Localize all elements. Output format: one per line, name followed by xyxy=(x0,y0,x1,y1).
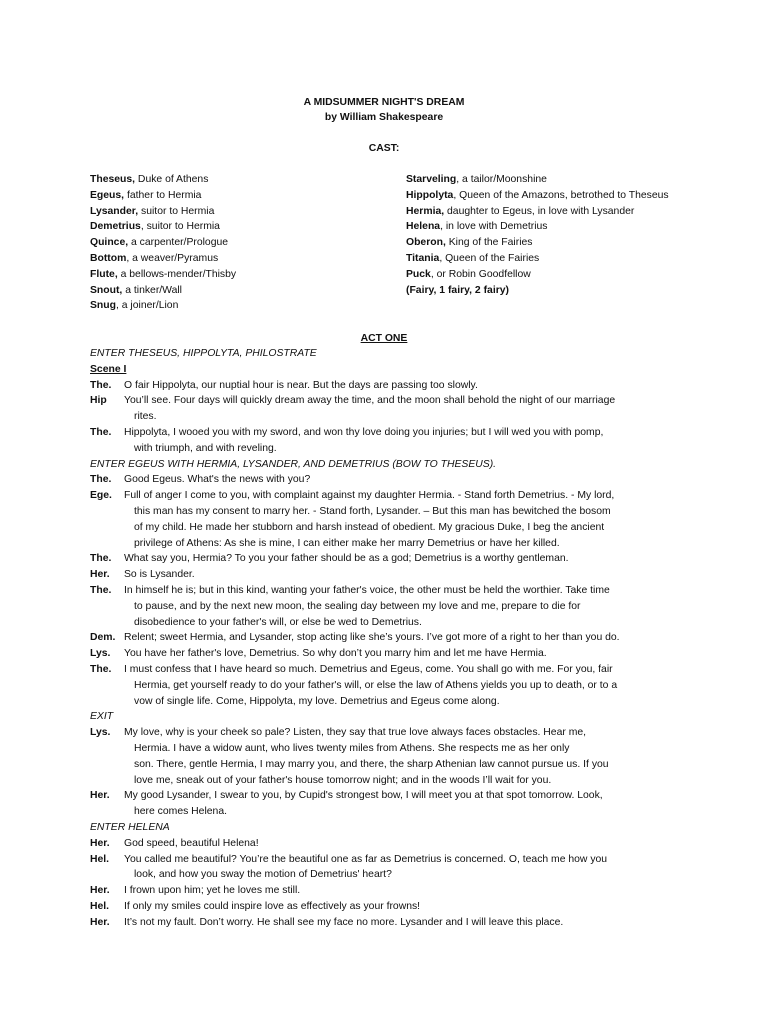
speaker-label: Hel. xyxy=(90,853,110,865)
dialogue-text-line: In himself he is; but in this kind, wanting your father's voice, the other must be held the worthier. Take time xyxy=(124,584,610,596)
cast-role: , suitor to Hermia xyxy=(140,221,220,233)
cast-member xyxy=(90,188,390,204)
cast-member xyxy=(90,298,390,314)
act-heading: ACT ONE xyxy=(360,333,408,344)
dialogue-text-line: rites. xyxy=(134,411,157,423)
dialogue-text xyxy=(124,393,688,425)
dialogue-text-line: My good Lysander, I swear to you, by Cupid's strongest bow, I will meet you at that spot tomorrow. Look, xyxy=(124,790,603,802)
cast-role: daughter to Egeus, in love with Lysander xyxy=(444,205,635,217)
cast-heading: CAST: xyxy=(368,143,400,154)
cast-name: Theseus, xyxy=(90,174,136,185)
cast-member xyxy=(90,267,390,283)
speaker-label: Her. xyxy=(90,885,110,897)
dialogue-line xyxy=(90,883,688,899)
dialogue-text xyxy=(124,725,688,788)
dialogue-text-line: What say you, Hermia? To you your father should be as a god; Demetrius is a worthy gentleman. xyxy=(124,553,569,565)
cast-role: a tinker/Wall xyxy=(122,284,182,296)
cast-member xyxy=(90,235,390,251)
cast-role: , a joiner/Lion xyxy=(115,300,179,312)
dialogue-line xyxy=(90,488,688,551)
speaker-label: Hip xyxy=(90,395,107,407)
dialogue-text xyxy=(124,915,688,931)
play-title: A MIDSUMMER NIGHT'S DREAM xyxy=(303,97,465,108)
dialogue-text xyxy=(124,788,688,820)
cast-role: , a tailor/Moonshine xyxy=(456,174,547,185)
dialogue-text-line: Hermia, get yourself ready to do your father's will, or else the law of Athens yields you up to death, or to a xyxy=(134,679,618,691)
stage-direction: ENTER THESEUS, HIPPOLYTA, PHILOSTRATE xyxy=(90,348,317,359)
speaker-label: The. xyxy=(90,379,112,391)
cast-role: father to Hermia xyxy=(124,189,202,201)
cast-role: a carpenter/Prologue xyxy=(128,237,229,249)
stage-direction: EXIT xyxy=(90,711,114,723)
cast-member xyxy=(90,283,390,299)
stage-direction: ENTER HELENA xyxy=(90,821,170,833)
dialogue-text xyxy=(124,488,688,551)
dialogue-text-line: son. There, gentle Hermia, I may marry you, and there, the sharp Athenian law cannot pursue us. If you xyxy=(134,758,609,770)
speaker-label: The. xyxy=(90,663,112,675)
speaker-label: The. xyxy=(90,584,112,596)
dialogue-line xyxy=(90,551,688,567)
cast-member xyxy=(90,172,390,188)
dialogue-text-line: My love, why is your cheek so pale? Listen, they say that true love always faces obstacles. Hear me, xyxy=(124,727,587,739)
dialogue-text-line: here comes Helena. xyxy=(134,806,227,818)
dialogue-text xyxy=(124,551,688,567)
dialogue-line xyxy=(90,662,688,709)
dialogue-line xyxy=(90,425,688,457)
speaker-label: Her. xyxy=(90,916,110,928)
cast-role: , or Robin Goodfellow xyxy=(430,268,531,280)
dialogue-text-line: vow of single life. Come, Hippolyta, my love. Demetrius and Egeus come along. xyxy=(134,695,500,707)
cast-role: a bellows-mender/Thisby xyxy=(117,268,237,280)
speaker-label: Hel. xyxy=(90,900,110,912)
dialogue-line xyxy=(90,378,688,394)
dialogue-line xyxy=(90,583,688,630)
dialogue-text xyxy=(124,583,688,630)
cast-name: Oberon, xyxy=(406,237,446,249)
dialogue-text-line: love me, sneak out of your father's house tomorrow night; and in the woods I’ll wait for you. xyxy=(134,774,552,786)
speaker-label: Her. xyxy=(90,790,110,802)
dialogue-text-line: If only my smiles could inspire love as effectively as your frowns! xyxy=(124,900,421,912)
cast-member xyxy=(406,172,696,188)
cast-role: , a weaver/Pyramus xyxy=(126,252,219,264)
cast-name: Puck xyxy=(406,268,431,280)
dialogue-line xyxy=(90,472,688,488)
cast-role: Duke of Athens xyxy=(135,174,209,185)
cast-role: , Queen of the Fairies xyxy=(439,252,540,264)
dialogue-line xyxy=(90,567,688,583)
cast-role: King of the Fairies xyxy=(445,237,533,249)
dialogue-text xyxy=(124,899,688,915)
cast-name: Egeus, xyxy=(90,189,125,201)
dialogue-text-line: with triumph, and with reveling. xyxy=(134,442,277,454)
dialogue-line xyxy=(90,836,688,852)
cast-role: , in love with Demetrius xyxy=(440,221,548,233)
dialogue-text-line: I must confess that I have heard so much. Demetrius and Egeus, come. You shall go with me. For you, fair xyxy=(124,663,613,675)
stage-direction: ENTER EGEUS WITH HERMIA, LYSANDER, AND DEMETRIUS (BOW TO THESEUS). xyxy=(90,458,497,470)
cast-list-right xyxy=(406,172,696,298)
cast-member xyxy=(406,204,696,220)
cast-name: Flute, xyxy=(90,268,118,280)
script-body xyxy=(90,346,688,930)
dialogue-text xyxy=(124,472,688,488)
dialogue-text xyxy=(124,852,688,884)
dialogue-text xyxy=(124,836,688,852)
cast-name: Quince, xyxy=(90,237,129,249)
dialogue-text-line: privilege of Athens: As she is mine, I can either make her marry Demetrius or have her killed. xyxy=(134,537,560,549)
dialogue-line xyxy=(90,915,688,931)
cast-name: Snug xyxy=(90,300,116,312)
cast-role: , Queen of the Amazons, betrothed to Theseus xyxy=(453,189,669,201)
dialogue-text-line: disobedience to your father's will, or else be wed to Demetrius. xyxy=(134,616,422,628)
play-author: by William Shakespeare xyxy=(324,112,444,123)
cast-name: (Fairy, 1 fairy, 2 fairy) xyxy=(406,284,509,296)
speaker-label: Her. xyxy=(90,837,110,849)
cast-name: Starveling xyxy=(406,174,457,185)
dialogue-text-line: to pause, and by the next new moon, the sealing day between my love and me, prepare to die for xyxy=(134,600,581,612)
cast-list-left xyxy=(90,172,390,314)
dialogue-text-line: Full of anger I come to you, with complaint against my daughter Hermia. - Stand forth Demetrius. - My lord, xyxy=(124,490,615,502)
dialogue-text xyxy=(124,425,688,457)
cast-member xyxy=(90,219,390,235)
dialogue-text xyxy=(124,883,688,899)
dialogue-text-line: O fair Hippolyta, our nuptial hour is near. But the days are passing too slowly. xyxy=(124,379,478,391)
dialogue-text-line: You called me beautiful? You’re the beautiful one as far as Demetrius is concerned. O, teach me how you xyxy=(124,853,608,865)
cast-member xyxy=(406,219,696,235)
dialogue-text-line: Relent; sweet Hermia, and Lysander, stop acting like she’s yours. I’ve got more of a right to her than you do. xyxy=(124,632,620,644)
cast-member xyxy=(406,267,696,283)
dialogue-text xyxy=(124,662,688,709)
speaker-label: The. xyxy=(90,553,112,565)
cast-name: Hermia, xyxy=(406,205,445,217)
dialogue-text-line: So is Lysander. xyxy=(124,569,195,581)
dialogue-line xyxy=(90,630,688,646)
dialogue-line xyxy=(90,899,688,915)
speaker-label: Dem. xyxy=(90,632,116,644)
cast-name: Demetrius xyxy=(90,221,141,233)
dialogue-text-line: You’ll see. Four days will quickly dream away the time, and the moon shall behold the night of our marriage xyxy=(124,395,616,407)
cast-member xyxy=(90,204,390,220)
dialogue-line xyxy=(90,725,688,788)
dialogue-text-line: this man has my consent to marry her. - Stand forth, Lysander. – But this man has bewitched the bosom xyxy=(134,505,611,517)
dialogue-text-line: It’s not my fault. Don’t worry. He shall see my face no more. Lysander and I will leave this place. xyxy=(124,916,564,928)
dialogue-text-line: look, and how you sway the motion of Demetrius' heart? xyxy=(134,869,392,881)
cast-name: Lysander, xyxy=(90,205,139,217)
dialogue-text xyxy=(124,378,688,394)
dialogue-line xyxy=(90,646,688,662)
scene-heading: Scene I xyxy=(90,363,127,375)
dialogue-line xyxy=(90,852,688,884)
dialogue-text xyxy=(124,646,688,662)
dialogue-text-line: of my child. He made her stubborn and harsh instead of obedient. My gracious Duke, I beg the ancient xyxy=(134,521,605,533)
cast-name: Bottom xyxy=(90,252,127,264)
speaker-label: The. xyxy=(90,426,112,438)
dialogue-line xyxy=(90,393,688,425)
cast-name: Helena xyxy=(406,221,441,233)
dialogue-text-line: You have her father's love, Demetrius. So why don’t you marry him and let me have Hermia. xyxy=(124,648,547,660)
cast-member xyxy=(406,251,696,267)
speaker-label: Lys. xyxy=(90,648,111,660)
cast-member xyxy=(90,251,390,267)
cast-role: suitor to Hermia xyxy=(138,205,215,217)
cast-name: Titania xyxy=(406,252,440,264)
dialogue-line xyxy=(90,788,688,820)
speaker-label: Her. xyxy=(90,569,110,581)
speaker-label: Lys. xyxy=(90,727,111,739)
dialogue-text-line: God speed, beautiful Helena! xyxy=(124,837,259,849)
speaker-label: Ege. xyxy=(90,490,112,502)
cast-member xyxy=(406,188,696,204)
cast-member xyxy=(406,283,696,299)
cast-member xyxy=(406,235,696,251)
cast-name: Hippolyta xyxy=(406,189,454,201)
speaker-label: The. xyxy=(90,474,112,486)
dialogue-text-line: Hippolyta, I wooed you with my sword, and won thy love doing you injuries; but I will wed you with pomp, xyxy=(124,426,604,438)
dialogue-text-line: Good Egeus. What's the news with you? xyxy=(124,474,311,486)
dialogue-text xyxy=(124,567,688,583)
dialogue-text-line: I frown upon him; yet he loves me still. xyxy=(124,885,301,897)
dialogue-text-line: Hermia. I have a widow aunt, who lives twenty miles from Athens. She respects me as her only xyxy=(134,742,570,754)
dialogue-text xyxy=(124,630,688,646)
cast-name: Snout, xyxy=(90,284,123,296)
